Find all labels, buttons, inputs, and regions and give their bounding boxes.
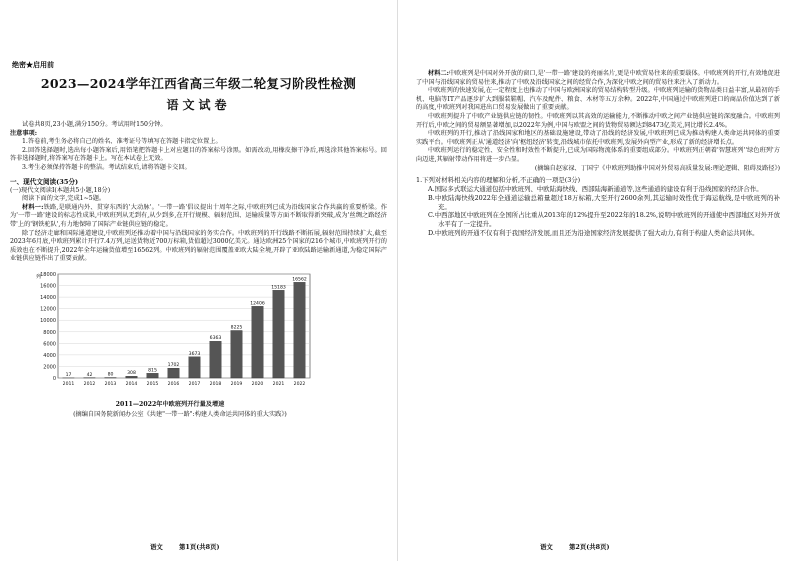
bar-value-label: 42 [86, 372, 93, 378]
bar-value-label: 8225 [230, 325, 243, 331]
material2-para3: 中欧班列提升了中欧产业链供应链的韧性。中欧班列以其高效的运输能力,不断推动中欧之间产业链供应链的深度融合。中欧班列开行后,中欧之间的贸易额显著增加,以2022年为例,中国与欧盟之间的货物贸易额达到8473亿美元,同比增长2.4%。 [416, 112, 780, 129]
y-tick-label: 6000 [43, 341, 56, 348]
bar-value-label: 1702 [167, 363, 180, 369]
option-a: A.国际多式联运大通道包括中欧班列、中欧陆海快线、西部陆海新通道等,这些通道的建设有利于沿线国家的经济合作。 [428, 184, 763, 193]
material1-text: 铁路,是联通内外、贯穿东西的'大动脉'。'一带一路'倡议提出十周年之际,中欧班列已成为沿线国家合作共赢的重要桥梁。作为'一带一路'建设的标志性成果,中欧班列从无到有,从少到多,在开行规模、辐射范围、运输质量等方面不断取得新突破,成为'丝绸之路经济带'上的'钢铁驼队',有力地保障了国际产业链供应链的稳定。 [10, 203, 387, 228]
footer-subject: 语文 [540, 543, 553, 551]
material2-label: 材料二: [428, 70, 449, 77]
exam-meta: 试卷共8页,23小题,满分150分。考试用时150分钟。 [22, 121, 167, 128]
right-footer [540, 542, 624, 551]
chart-source: (摘编自国务院新闻办公室《共建"一带一路":构建人类命运共同体的重大实践》) [73, 410, 287, 418]
bar-value-label: 16562 [292, 277, 307, 283]
option-d: D.中欧班列的开通不仅有利于我国经济发展,而且还为沿途国家经济发展提供了强大动力,有利于构建人类命运共同体。 [428, 228, 759, 237]
question-1: 1.下列对材料相关内容的理解和分析,不正确的一项是(3分) [416, 176, 581, 185]
bar-value-label: 17 [65, 372, 72, 378]
notes-heading: 注意事项: [10, 129, 38, 137]
x-tick-label: 2012 [83, 381, 96, 387]
x-tick-label: 2018 [209, 381, 222, 387]
x-tick-label: 2022 [293, 381, 306, 387]
page-divider [397, 0, 398, 561]
bar [189, 357, 201, 378]
x-tick-label: 2014 [125, 381, 138, 387]
subsection-heading: (一)现代文阅读Ⅰ(本题共5小题,18分) [10, 186, 111, 194]
bar-value-label: 12406 [250, 301, 265, 307]
bar [252, 306, 264, 378]
material2-source: (摘编自赵家禄、丁国宁《中欧班列助推中国对外贸易高质量发展:理论逻辑、阻碍及路径》) [534, 164, 780, 172]
chart-title: 2011—2022年中欧班列开行量及增速 [115, 400, 225, 408]
footer-subject: 语文 [150, 543, 163, 551]
material1-para2: 除了经济走廊和国际通道建设,中欧班列还推动着中国与沿线国家的务实合作。中欧班列的开行线路不断拓展,辐射范围持续扩大,截至2023年6月底,中欧班列累计开行7.4万列,运送货物近700万标箱,货值超过3000亿美元。通达欧洲25个国家的216个城市,中欧班列开行的质效也在不断提升,2022年全年运输货值增至16562列。中欧班列的辐射范围覆盖亚欧大陆全境,开辟了亚欧陆路运输新通道,为稳定国际产业链供应链作出了重要贡献。 [10, 229, 387, 263]
y-tick-label: 2000 [43, 364, 56, 371]
y-tick-label: 4000 [43, 352, 56, 359]
option-c: C.中西部地区中欧班列在全国所占比重从2013年的12%提升至2022年的18.2%,说明中欧班列的开通使中西部地区对外开放水平有了一定提升。 [428, 211, 780, 229]
x-tick-label: 2020 [251, 381, 264, 387]
x-tick-label: 2011 [62, 381, 75, 387]
material2-text: 中欧班列是中国对外开放的窗口,是'一带一路'建设的亮丽名片,更是中欧贸易往来的重要载体。中欧班列的开行,有效地促进了中国与沿线国家的贸易往来,推动了中欧及沿线国家之间的经贸合作,为深化中欧之间的贸易往来注入了新动力。 [416, 70, 780, 86]
y-tick-label: 14000 [40, 295, 56, 302]
bar-value-label: 815 [148, 368, 157, 374]
bar-value-label: 6363 [209, 336, 222, 342]
material1-para1 [10, 204, 387, 230]
x-tick-label: 2019 [230, 381, 243, 387]
y-axis-label: 列 [36, 273, 42, 280]
footer-page: 第2页(共8页) [569, 543, 610, 551]
y-tick-label: 16000 [40, 283, 56, 290]
x-tick-label: 2015 [146, 381, 159, 387]
bar [294, 282, 306, 378]
confidential-mark: 绝密★启用前 [12, 60, 54, 69]
material2-para2: 中欧班列的快速发展,在一定程度上也推动了中国与欧洲国家的贸易结构转型升级。中欧班列运输的货物品类日益丰富,从最初的手机、电脑等IT产品逐步扩大到服装鞋帽、汽车及配件、粮食、木材等五万余种。2022年,中国通过中欧班列进口的商品价值达到了新的高度,中欧班列对我国进出口贸易发展做出了重要贡献。 [416, 87, 780, 112]
bar [126, 376, 138, 378]
right-page [400, 0, 794, 561]
bar-value-label: 3673 [188, 351, 201, 357]
note-2: 2.回答选择题时,选出每小题答案后,用铅笔把答题卡上对应题目的答案标号涂黑。如需改动,用橡皮擦干净后,再选涂其他答案标号。回答非选择题时,将答案写在答题卡上。写在本试卷上无效。 [10, 146, 387, 163]
material2-para1 [416, 70, 780, 87]
y-tick-label: 10000 [40, 318, 56, 325]
bar [231, 330, 243, 378]
bar [273, 290, 285, 378]
y-tick-label: 8000 [43, 329, 56, 336]
bar [147, 373, 159, 378]
bar-value-label: 15183 [271, 285, 286, 291]
bar [210, 341, 222, 378]
chart-svg [28, 268, 318, 398]
note-3: 3.考生必须保持答题卡的整洁。考试结束后,请将答题卡交回。 [22, 163, 191, 171]
material2-para5: 中欧班列运行的稳定性、安全性和时效性不断提升,已成为国际物流体系的重要组成部分。中欧班列正朝着'智慧班列''绿色班列'方向迈进,其辐射带动作用将进一步凸显。 [416, 147, 780, 163]
y-tick-label: 12000 [40, 306, 56, 313]
x-tick-label: 2013 [104, 381, 117, 387]
exam-title: 2023—2024学年江西省高三年级二轮复习阶段性检测 [40, 76, 357, 91]
bar-value-label: 308 [127, 371, 136, 377]
material2-para4: 中欧班列的开行,推动了沿线国家和地区的基础设施建设,带动了沿线的经济发展,中欧班列已成为推动构建人类命运共同体的重要实践平台。中欧班列正从'通道经济'向'枢纽经济'转变,沿线城市依托中欧班列,发展外向型产业,形成了新的经济增长点。 [416, 130, 780, 146]
bar [168, 368, 180, 378]
footer-page: 第1页(共8页) [179, 543, 220, 551]
option-b: B.中欧陆海快线2022年全通道运输总箱量超过18万标箱,大至开行2600余列,其运输时效性优于海运航线,是中欧班列的补充。 [428, 193, 780, 211]
x-tick-label: 2021 [272, 381, 285, 387]
y-tick-label: 0 [52, 375, 56, 382]
material1-label: 材料一: [22, 203, 44, 211]
bar-chart [28, 268, 318, 398]
section-heading: 一、现代文阅读(35分) [10, 177, 79, 186]
x-tick-label: 2016 [167, 381, 180, 387]
y-tick-label: 18000 [40, 271, 56, 278]
subject-title: 语文试卷 [166, 98, 231, 112]
note-1: 1.答卷前,考生务必将自己的姓名、准考证号等填写在答题卡指定位置上。 [22, 138, 222, 146]
instruction: 阅读下面的文字,完成1~5题。 [22, 195, 106, 203]
x-tick-label: 2017 [188, 381, 201, 387]
bar-value-label: 80 [107, 372, 114, 378]
left-footer [150, 542, 234, 551]
